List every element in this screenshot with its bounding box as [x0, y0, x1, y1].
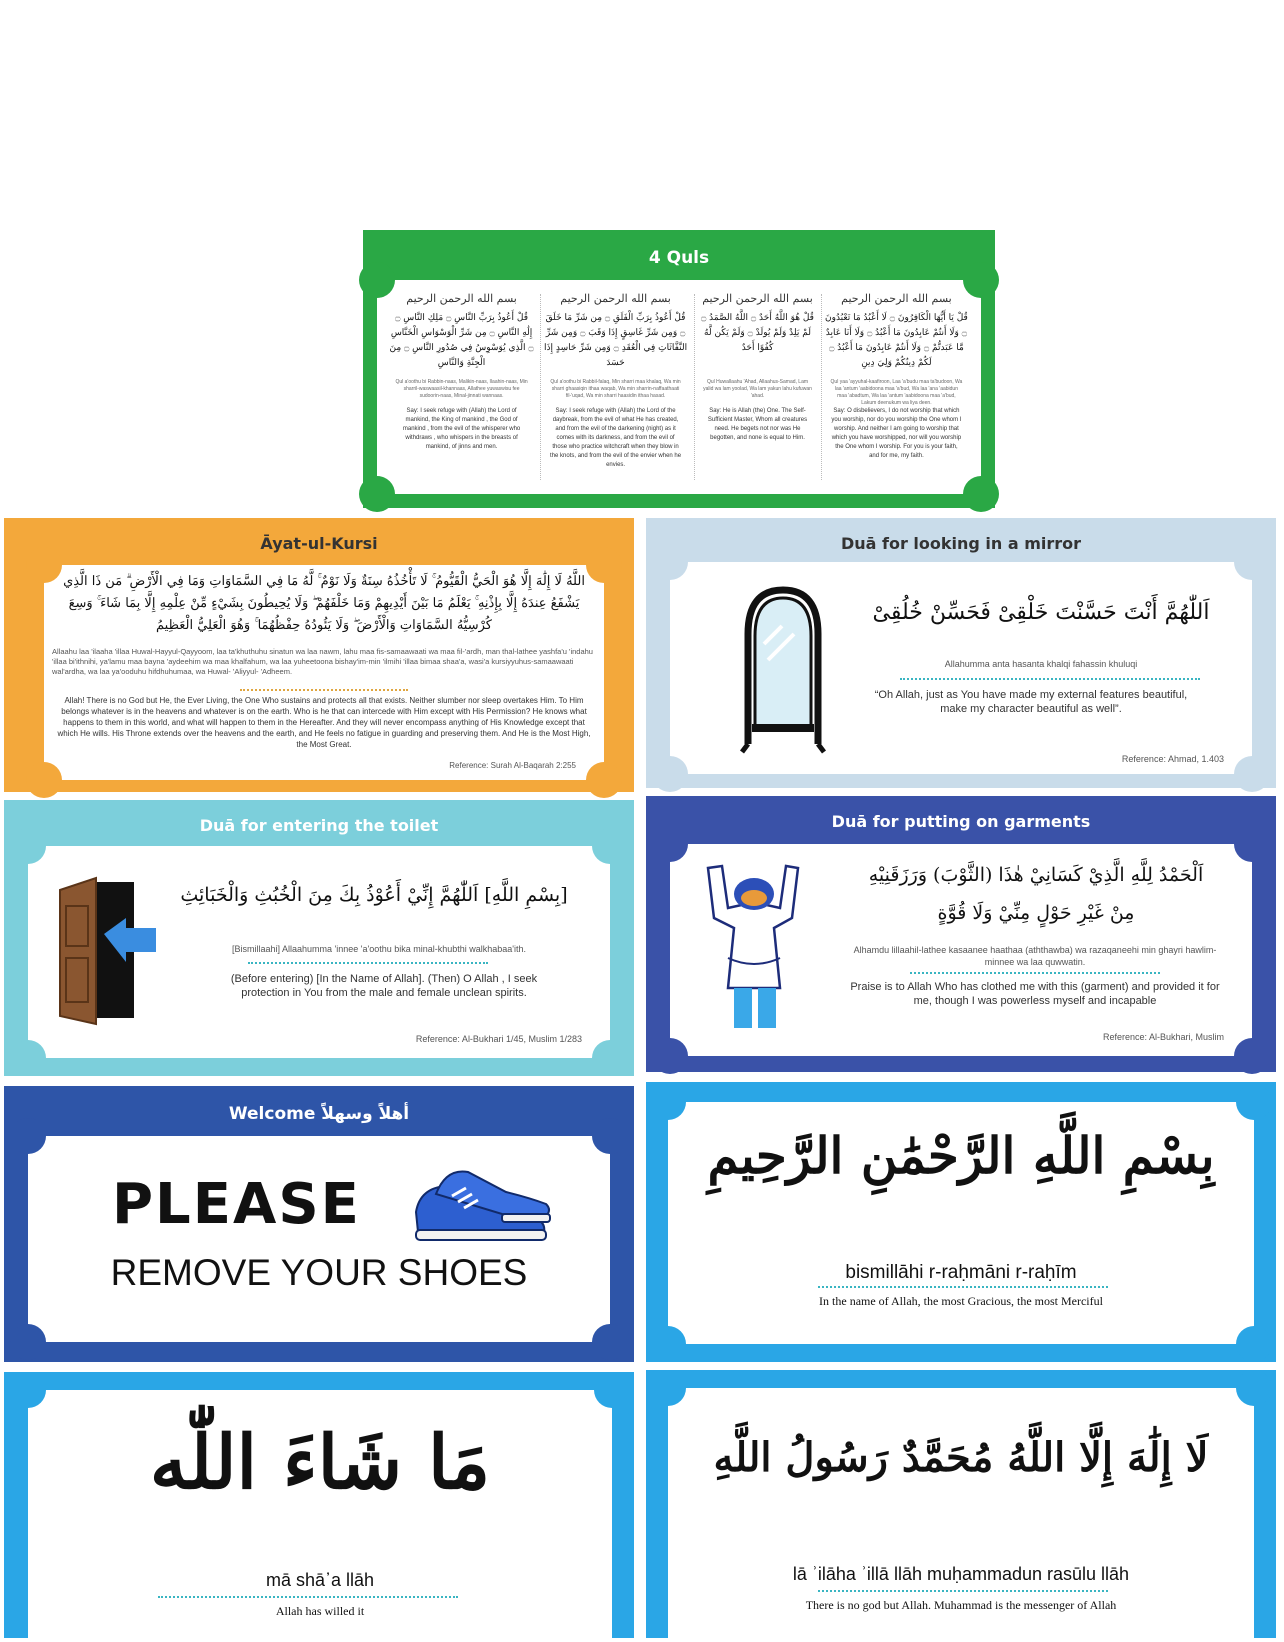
card-ayat-ul-kursi: [4, 518, 634, 792]
garments-arabic-line-1: اَلْحَمْدُ لِلَّهِ الَّذِيْ كَسَانِيْ هٰذَا (الثَّوْبَ) وَرَزَقَنِيْهِ: [868, 864, 1204, 886]
surah-arabic: قُلْ أَعُوذُ بِرَبِّ الْفَلَقِ ۝ مِن شَرِّ مَا خَلَقَ ۝ وَمِن شَرِّ غَاسِقٍ إِذَا وَقَبَ ۝ وَمِن شَرِّ النَّفَّاثَاتِ فِي الْعُقَدِ ۝ وَمِن شَرِّ حَاسِدٍ إِذَا حَسَدَ: [544, 313, 688, 368]
garments-reference: Reference: Al-Bukhari, Muslim: [1102, 1032, 1224, 1042]
kursi-transliteration: Allaahu laa 'ilaaha 'illaa Huwal-Hayyul-Qayyoom, laa ta'khuthuhu sinatun wa laa nawm, lahu maa fis-samaawaati wa maa fil-'ardh, man thal-lathee yashfa'u 'indahu 'illaa bi'ithnihi, ya'lamu maa bayna 'aydeehim wa maa khalfahum, wa laa yuheetoona bishay'im-min 'ilmihi 'illaa bimaa shaa'a, wasi'a kursiyyuhus-samaawaati wal'ardha, wa laa ya'ooduhu hifdhuhumaa, wa Huwal- 'Aliyyul- 'Adheem.: [52, 647, 593, 676]
card-title: Duā for putting on garments: [831, 812, 1091, 831]
mirror-transliteration: Allahumma anta hasanta khalqi fahassin khuluqi: [944, 659, 1138, 669]
card-title: Welcome أهلاً وسهلاً: [228, 1104, 410, 1124]
surah-arabic: قُلْ يَا أَيُّهَا الْكَافِرُونَ ۝ لَا أَعْبُدُ مَا تَعْبُدُونَ ۝ وَلَا أَنتُمْ عَابِدُونَ مَا أَعْبُدُ ۝ وَلَا أَنَا عَابِدٌ مَّا عَبَدتُّمْ ۝ وَلَا أَنتُمْ عَابِدُونَ مَا أَعْبُدُ ۝ لَكُمْ دِينُكُمْ وَلِيَ دِينِ: [824, 313, 968, 368]
card-title: Duā for entering the toilet: [199, 816, 439, 835]
card-dua-garments: [646, 796, 1276, 1072]
garments-transliteration: Alhamdu lillaahil-lathee kasaanee haathaa (aththawba) wa razaqaneehi min ghayri hawlim-minnee wa laa quwwatin.: [853, 945, 1217, 967]
surah-arabic: قُلْ هُوَ اللَّهُ أَحَدٌ ۝ اللَّهُ الصَّمَدُ ۝ لَمْ يَلِدْ وَلَمْ يُولَدْ ۝ وَلَمْ يَكُن لَّهُ كُفُوًا أَحَدٌ: [701, 313, 814, 353]
please-text: PLEASE: [112, 1172, 361, 1237]
toilet-reference: Reference: Al-Bukhari 1/45, Muslim 1/283: [415, 1034, 582, 1044]
card-dua-toilet: [4, 800, 634, 1076]
bismillah-heading: بسم الله الرحمن الرحيم: [406, 292, 517, 305]
qul-column-kafirun: [824, 292, 969, 484]
mirror-icon: [738, 584, 828, 754]
card-shahada: [646, 1370, 1276, 1638]
dotted-divider: [240, 689, 408, 691]
bismillah-translation: In the name of Allah, the most Gracious, the most Merciful: [819, 1294, 1103, 1308]
shahada-calligraphy: لَا إِلَٰهَ إِلَّا اللَّهُ مُحَمَّدٌ رَسُولُ اللَّهِ: [713, 1434, 1209, 1481]
sneakers-icon: [406, 1158, 556, 1258]
bismillah-transliteration: bismillāhi r-raḥmāni r-raḥīm: [845, 1262, 1077, 1283]
bismillah-heading: بسم الله الرحمن الرحيم: [841, 292, 952, 305]
mirror-reference: Reference: Ahmad, 1.403: [1121, 754, 1224, 764]
dotted-divider: [248, 962, 488, 964]
garments-arabic-line-2: مِنْ غَيْرِ حَوْلٍ مِنِّيْ وَلَا قُوَّةٍ: [937, 902, 1135, 924]
surah-transliteration: Qul a'oothu bi Rabbin-naas, Malikin-naas, Ilaahin-naas, Min sharril-waswaasil-khannaas, Allathee yuwaswisu fee sudoorin-naas, Minal-jinnati wannaas.: [395, 379, 528, 399]
dotted-divider: [818, 1286, 1108, 1288]
card-title: 4 Quls: [648, 248, 710, 268]
kursi-arabic: اللَّهُ لَا إِلَٰهَ إِلَّا هُوَ الْحَيُّ الْقَيُّومُ ۚ لَا تَأْخُذُهُ سِنَةٌ وَلَا نَوْمٌ ۚ لَّهُ مَا فِي السَّمَاوَاتِ وَمَا فِي الْأَرْضِ ۗ مَن ذَا الَّذِي يَشْفَعُ عِندَهُ إِلَّا بِإِذْنِهِ ۚ يَعْلَمُ مَا بَيْنَ أَيْدِيهِمْ وَمَا خَلْفَهُمْ ۖ وَلَا يُحِيطُونَ بِشَيْءٍ مِّنْ عِلْمِهِ إِلَّا بِمَا شَاءَ ۚ وَسِعَ كُرْسِيُّهُ السَّمَاوَاتِ وَالْأَرْضَ ۖ وَلَا يَئُودُهُ حِفْظُهُمَا ۚ وَهُوَ الْعَلِيُّ الْعَظِيمُ: [63, 574, 585, 633]
mirror-panel: [670, 562, 1252, 774]
shahada-translation: There is no god but Allah. Muhammad is the messenger of Allah: [805, 1598, 1117, 1612]
mashallah-panel: [28, 1390, 612, 1642]
surah-transliteration: Qul Huwallaahu 'Ahad, Allaahus-Samad, Lam yalid wa lam yoolad, Wa lam yakun lahu kufuwan 'ahad.: [703, 379, 812, 399]
bismillah-calligraphy: بِسْمِ اللَّهِ الرَّحْمَٰنِ الرَّحِيمِ: [707, 1126, 1215, 1185]
surah-transliteration: Qul a'oothu bi Rabbil-falaq, Min sharri maa khalaq, Wa min sharri ghaasiqin ithaa waqab, Wa min sharrin-naffaathaati fil-'uqad, Wa min sharri haasidin ithaa hasad.: [550, 379, 681, 399]
mirror-arabic: اَللّٰهُمَّ أَنْتَ حَسَّنْتَ خَلْقِىْ فَحَسِّنْ خُلُقِىْ: [872, 600, 1210, 625]
qul-column-falaq: [543, 292, 688, 484]
remove-shoes-text: REMOVE YOUR SHOES: [110, 1252, 528, 1293]
toilet-translation: (Before entering) [In the Name of Allah]. (Then) O Allah , I seek protection in You from the male and female unclean spirits.: [230, 973, 538, 999]
child-dressing-icon: [688, 858, 818, 1038]
toilet-transliteration: [Bismillaahi] Allaahumma 'innee 'a'oothu bika minal-khubthi walkhabaa'ith.: [231, 944, 527, 954]
toilet-arabic: [بِسْمِ اللَّهِ] اَللّٰهُمَّ إِنِّيْ أَعُوْذُ بِكَ مِنَ الْخُبُثِ وَالْخَبَائِثِ: [180, 884, 568, 906]
kursi-translation: Allah! There is no God but He, the Ever Living, the One Who sustains and protects all that exists. Neither slumber nor sleep overtakes Him. To Him belongs whatever is in the heavens and whatever is on the earth. Who is he that can intercede with Him except with His Permission? He knows what happens to them in this world, and what will happen to them in the Hereafter. And they will never encompass anything of His Knowledge except that which He wills. His Throne extends over the heavens and the earth, and He feels no fatigue in guarding and preserving them. And He is the Most High, the Most Great.: [57, 696, 591, 749]
dotted-divider: [158, 1596, 458, 1598]
bismillah-heading: بسم الله الرحمن الرحيم: [702, 292, 813, 305]
bismillah-panel: [668, 1102, 1254, 1344]
kursi-reference: Reference: Surah Al-Baqarah 2:255: [449, 761, 576, 770]
dotted-divider: [910, 972, 1160, 974]
dotted-divider: [900, 678, 1200, 680]
card-dua-mirror: [646, 518, 1276, 788]
welcome-panel: [28, 1136, 610, 1342]
mirror-translation: “Oh Allah, just as You have made my external features beautiful, make my character beautiful as well”.: [874, 689, 1188, 715]
kursi-panel: [44, 565, 604, 780]
card-title: Duā for looking in a mirror: [840, 534, 1082, 553]
qul-column-ikhlas: [697, 292, 818, 484]
surah-translation: Say: O disbelievers, I do not worship that which you worship, nor do you worship the One whom I worship. And neither I am going to worship that which you have worshipped, nor will you worship the One whom I worship. For you is your faith, and for me, my faith.: [831, 408, 962, 459]
qul-column-nas: [389, 292, 534, 484]
surah-transliteration: Qul yaa 'ayyuhal-kaafiroon, Laa 'a'budu maa ta'budoon, Wa laa 'antum 'aabidoona maa 'a'bud, Wa laa 'ana 'aabidun maa 'abadtum, Wa laa 'antum 'aabidoona maa 'a'bud, Lakum deenukum wa liya deen.: [830, 379, 963, 406]
card-four-quls: [363, 230, 995, 508]
surah-translation: Say: I seek refuge with (Allah) the Lord of mankind, the King of mankind , the God of mankind , from the evil of the whisperer who withdraws , who whispers in the breasts of mankind, of jinns and men.: [402, 408, 521, 450]
card-bismillah: [646, 1082, 1276, 1362]
mashallah-translation: Allah has willed it: [275, 1604, 365, 1618]
door-icon: [56, 876, 166, 1026]
mashallah-transliteration: mā shā᾽a llāh: [265, 1570, 375, 1590]
shahada-panel: [668, 1388, 1254, 1642]
surah-translation: Say: He is Allah (the) One. The Self-Sufficient Master, Whom all creatures need. He begets not nor was He begotten, and none is equal to Him.: [707, 408, 808, 441]
card-welcome-shoes: [4, 1086, 634, 1362]
quls-panel: [377, 280, 981, 494]
card-title: Āyat-ul-Kursi: [260, 534, 378, 553]
garments-translation: Praise is to Allah Who has clothed me with this (garment) and provided it for me, though I was powerless myself and incapable: [850, 981, 1220, 1007]
toilet-panel: [28, 846, 610, 1058]
surah-translation: Say: I seek refuge with (Allah) the Lord of the daybreak, from the evil of what He has created, and from the evil of the darkening (night) as it comes with its darkness, and from the evil of those who practice witchcraft when they blow in the knots, and from the evil of the envier when he envies.: [550, 408, 682, 468]
garments-panel: [670, 844, 1252, 1056]
shahada-transliteration: lā ʾilāha ʾillā llāh muḥammadun rasūlu llāh: [792, 1564, 1130, 1584]
bismillah-heading: بسم الله الرحمن الرحيم: [560, 292, 671, 305]
mashallah-calligraphy: مَا شَاءَ اللّٰه: [149, 1420, 491, 1506]
surah-arabic: قُلْ أَعُوذُ بِرَبِّ النَّاسِ ۝ مَلِكِ النَّاسِ ۝ إِلَٰهِ النَّاسِ ۝ مِن شَرِّ الْوَسْوَاسِ الْخَنَّاسِ ۝ الَّذِي يُوَسْوِسُ فِي صُدُورِ النَّاسِ ۝ مِنَ الْجِنَّةِ وَالنَّاسِ: [389, 313, 534, 368]
dotted-divider: [818, 1590, 1108, 1592]
card-mashallah: [4, 1372, 634, 1638]
